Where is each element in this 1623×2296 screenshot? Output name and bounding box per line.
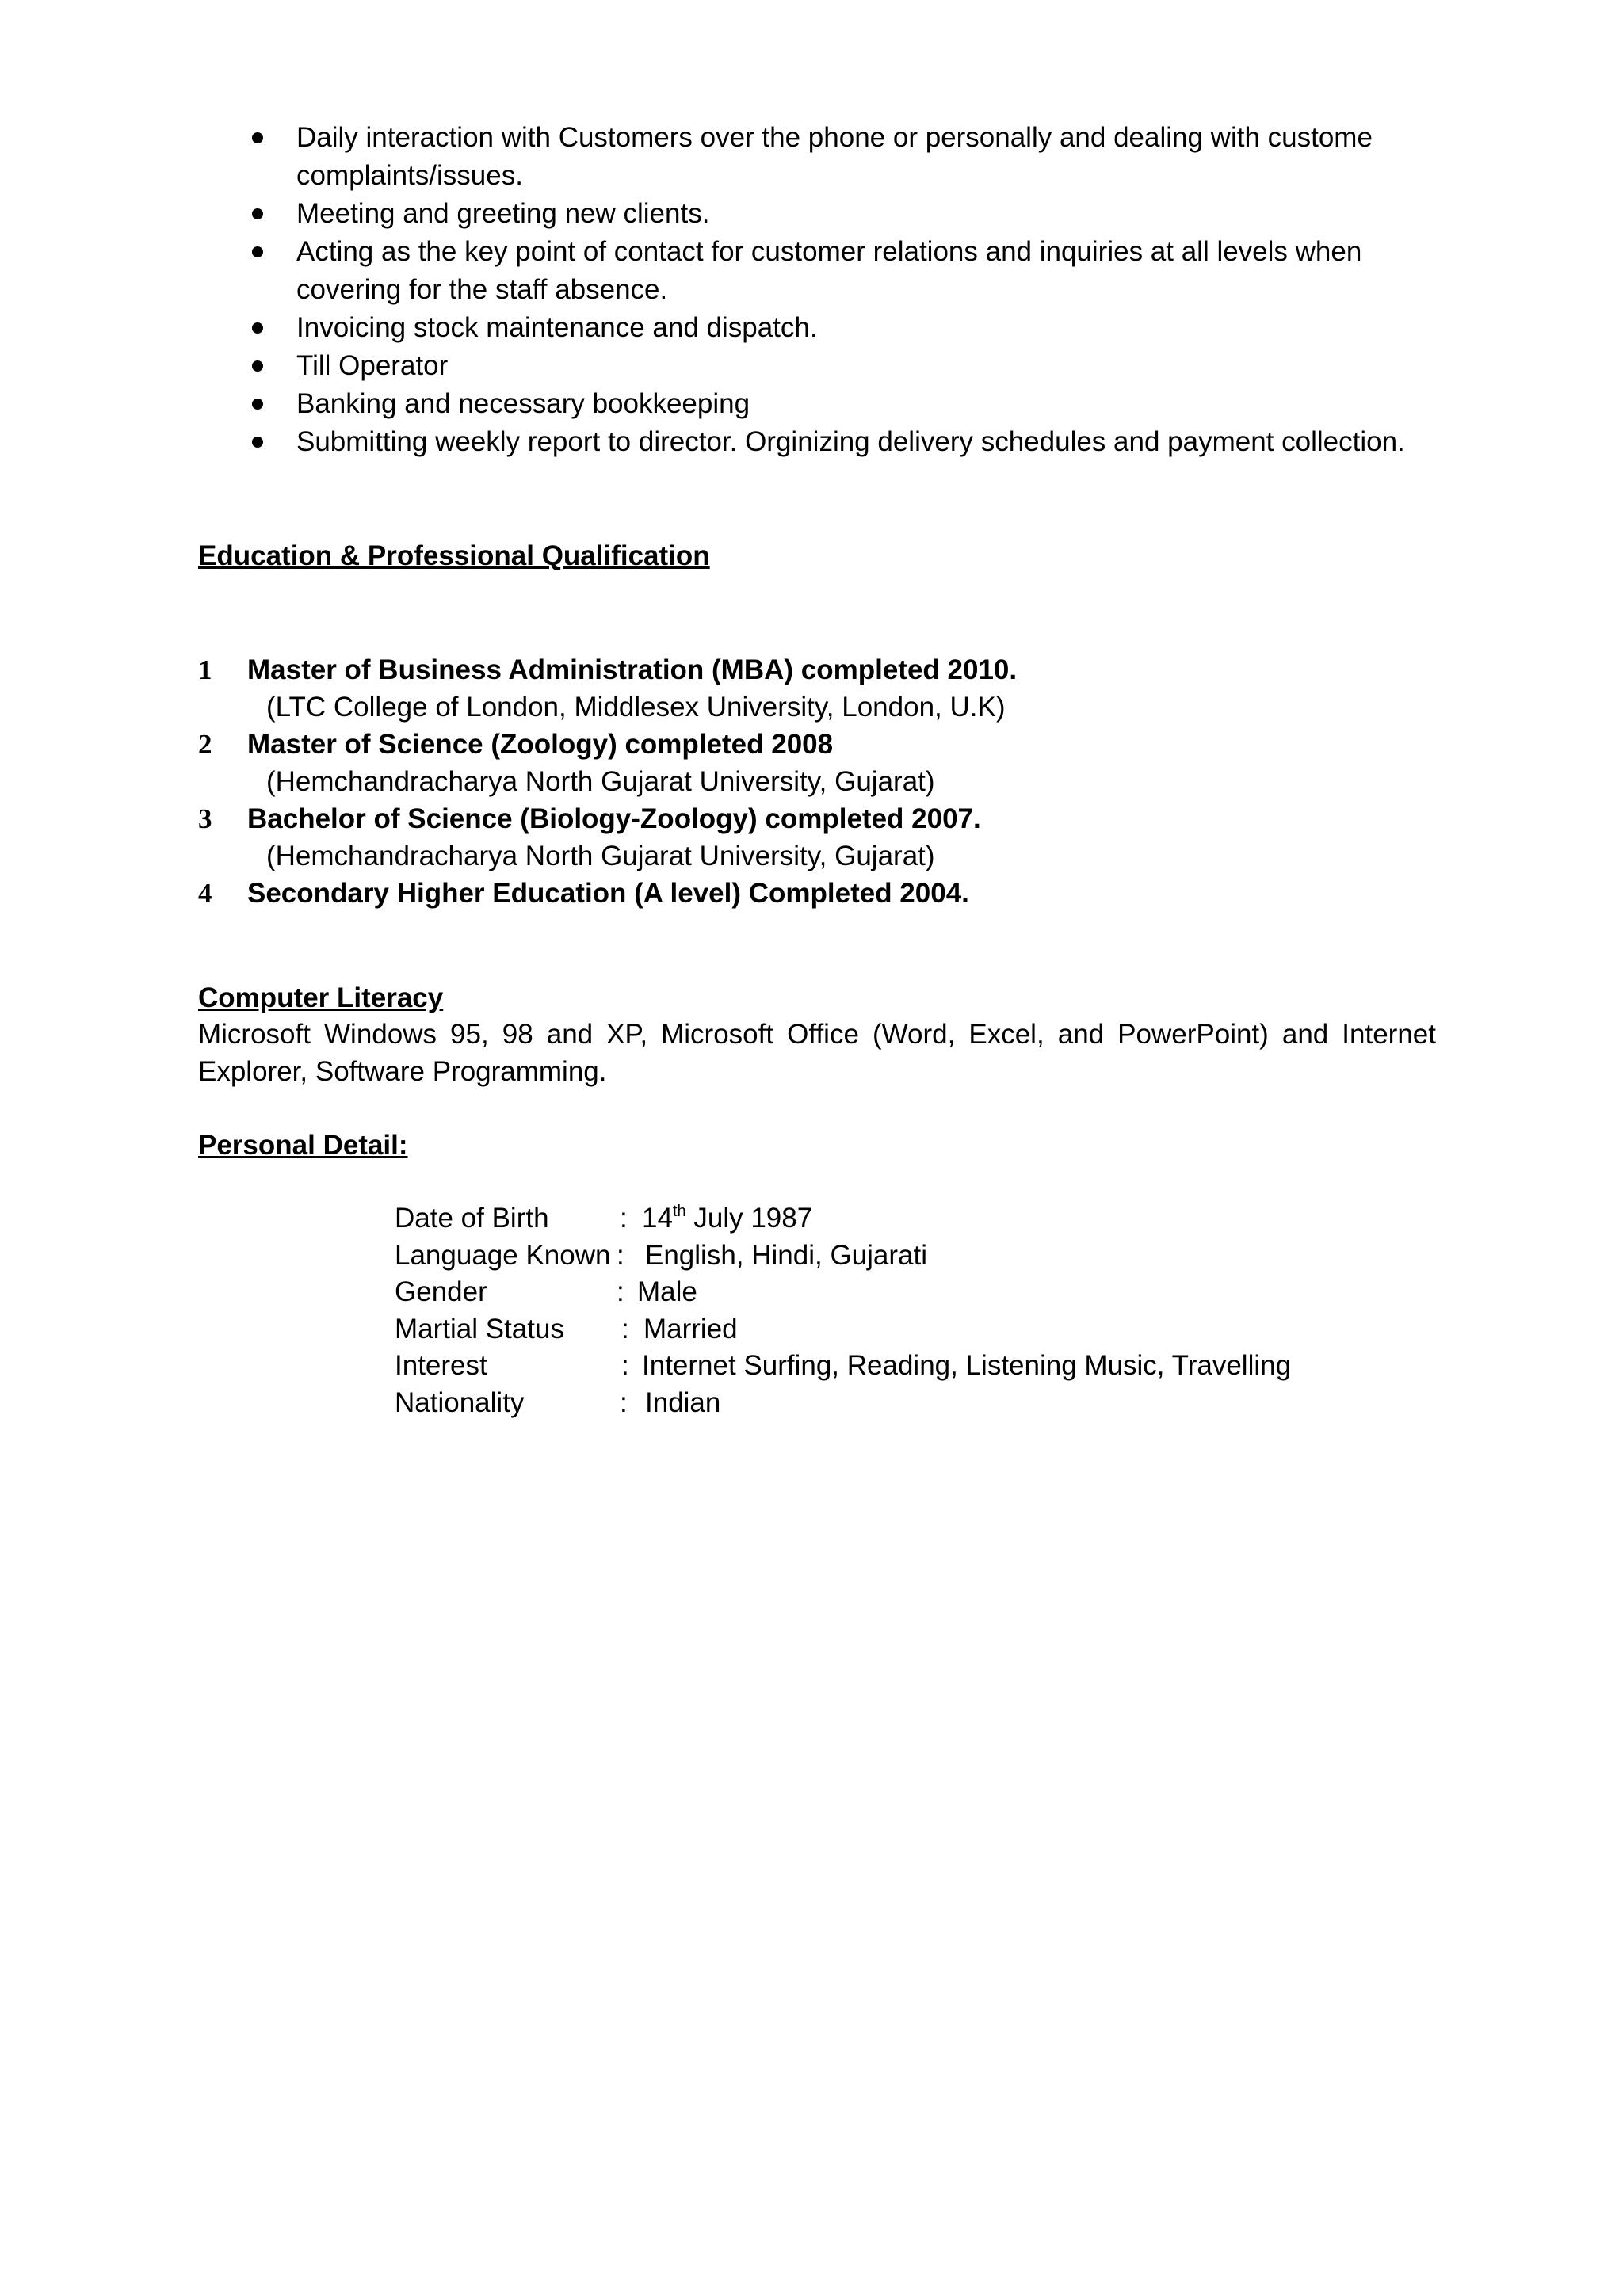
bullet-icon [252,322,263,334]
detail-value [642,1200,812,1237]
list-item [252,233,1457,309]
bullet-icon [252,246,263,257]
computer-literacy-heading: Computer Literacy [198,982,444,1013]
list-item [252,423,1457,461]
education-title: Bachelor of Science (Biology-Zoology) completed 2007. [247,803,981,834]
detail-value-rest: July 1987 [685,1203,813,1234]
detail-value: Internet Surfing, Reading, Listening Music, Travelling [642,1350,1292,1381]
personal-detail-heading: Personal Detail: [198,1130,408,1161]
detail-value: English, Hindi, Gujarati [645,1239,927,1271]
education-number: 2 [198,729,212,760]
detail-label: Gender [395,1276,487,1307]
list-item-text: Daily interaction with Customers over the phone or personally and dealing with custome complaints/issues. [296,122,1373,191]
detail-value-suffix: th [672,1203,686,1220]
education-title: Secondary Higher Education (A level) Completed 2004. [247,878,969,909]
list-item [252,347,1457,385]
education-number: 4 [198,878,212,909]
bullet-icon [252,399,263,410]
detail-value: Married [643,1313,738,1344]
list-item [252,119,1457,195]
detail-colon: : [621,1350,629,1381]
list-item-text: Meeting and greeting new clients. [296,198,710,229]
detail-colon: : [617,1239,624,1271]
detail-value: Indian [645,1386,721,1418]
detail-label: Nationality [395,1386,525,1418]
education-institution: (Hemchandracharya North Gujarat University, Gujarat) [266,841,935,871]
detail-colon: : [620,1386,628,1418]
education-number: 3 [198,803,212,834]
bullet-icon [252,132,263,143]
education-item [198,651,1466,726]
list-item-text: Acting as the key point of contact for customer relations and inquiries at all levels when covering for the staff absence. [296,236,1362,305]
bullet-icon [252,208,263,219]
list-item-text: Till Operator [296,350,449,381]
detail-label: Interest [395,1350,487,1381]
list-item-text: Invoicing stock maintenance and dispatch. [296,312,818,343]
education-heading: Education & Professional Qualification [198,540,710,571]
education-title: Master of Science (Zoology) completed 2008 [247,729,834,760]
education-institution: (LTC College of London, Middlesex University, London, U.K) [266,692,1006,723]
detail-value-day: 14 [642,1203,673,1234]
education-institution: (Hemchandracharya North Gujarat University, Gujarat) [266,766,935,797]
detail-colon: : [620,1203,628,1234]
detail-label: Language Known [395,1239,611,1271]
education-title: Master of Business Administration (MBA) completed 2010. [247,654,1018,685]
education-number: 1 [198,654,212,685]
list-item-text: Submitting weekly report to director. Orginizing delivery schedules and payment collection. [296,426,1405,457]
education-item [198,800,1466,875]
detail-value: Male [637,1276,697,1307]
bullet-icon [252,437,263,448]
responsibilities-list [252,119,1457,461]
detail-label: Date of Birth [395,1203,549,1234]
list-item [252,195,1457,233]
education-item [198,875,1466,913]
computer-literacy-text: Microsoft Windows 95, 98 and XP, Microsoft Office (Word, Excel, and PowerPoint) and Internet Explorer, Software Programming. [198,1019,1436,1087]
list-item-text: Banking and necessary bookkeeping [296,388,750,419]
education-item [198,726,1466,800]
list-item [252,385,1457,423]
list-item [252,309,1457,347]
education-list [198,651,1466,913]
detail-label: Martial Status [395,1313,564,1344]
detail-colon: : [621,1313,629,1344]
bullet-icon [252,360,263,372]
detail-colon: : [617,1276,624,1307]
